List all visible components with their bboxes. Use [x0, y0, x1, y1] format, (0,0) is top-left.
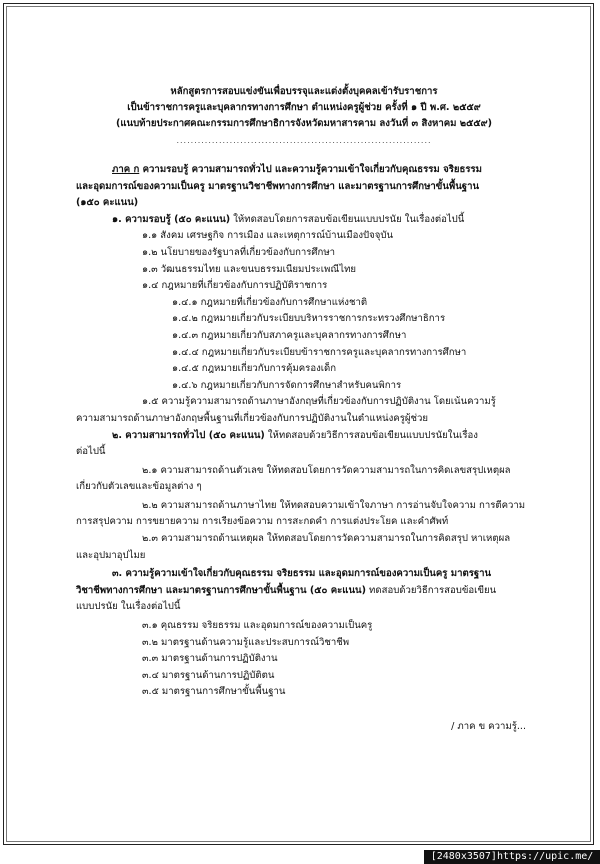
item-3-2: ๓.๒ มาตรฐานด้านความรู้และประสบการณ์วิชาชีพ [142, 636, 350, 648]
item-3-3: ๓.๓ มาตรฐานด้านการปฏิบัติงาน [142, 653, 278, 665]
item-1-4-1: ๑.๔.๑ กฎหมายที่เกี่ยวข้องกับการศึกษาแห่งชาติ [172, 296, 368, 308]
section-2-desc-line-2: ต่อไปนี้ [76, 446, 106, 458]
section-3-desc: ทดสอบด้วยวิธีการสอบข้อเขียน [366, 584, 497, 596]
section-3-title-2: วิชาชีพทางการศึกษา และมาตรฐานการศึกษาขั้นพื้นฐาน (๕๐ คะแนน) [76, 584, 366, 596]
section-1-title: ๑. ความรอบรู้ (๕๐ คะแนน) [112, 213, 231, 225]
part-title-1: ความรอบรู้ ความสามารถทั่วไป และความรู้ความเข้าใจเกี่ยวกับคุณธรรม จริยธรรม [139, 164, 482, 175]
item-2-3-line-1: ๒.๓ ความสามารถด้านเหตุผล ให้ทดสอบโดยการวัดความสามารถในการคิดสรุป หาเหตุผล [142, 533, 511, 545]
title-line-3: (แนบท้ายประกาศคณะกรรมการศึกษาธิการจังหวัดมหาสารคาม ลงวันที่ ๓ สิงหาคม ๒๕๕๙) [115, 118, 493, 129]
section-1-desc: ให้ทดสอบโดยการสอบข้อเขียนแบบปรนัย ในเรื่องต่อไปนี้ [230, 213, 465, 225]
continued-note: / ภาค ข ความรู้... [451, 721, 526, 732]
part-heading-line-3: (๑๕๐ คะแนน) [76, 197, 139, 209]
part-heading-line-2: และอุดมการณ์ของความเป็นครู มาตรฐานวิชาชีพทางการศึกษา และมาตรฐานการศึกษาขั้นพื้นฐาน [76, 180, 480, 192]
item-2-2-line-1: ๒.๒ ความสามารถด้านภาษาไทย ให้ทดสอบความเข้าใจภาษา การอ่านจับใจความ การตีความ [142, 499, 526, 511]
document-body [76, 84, 532, 736]
title-line-2: เป็นข้าราชการครูและบุคลากรทางการศึกษา ตำแหน่งครูผู้ช่วย ครั้งที่ ๑ ปี พ.ศ. ๒๕๕๙ [127, 102, 481, 113]
item-3-4: ๓.๔ มาตรฐานด้านการปฏิบัติตน [142, 669, 275, 681]
item-3-1: ๓.๑ คุณธรรม จริยธรรม และอุดมการณ์ของความเป็นครู [142, 620, 373, 632]
item-2-3-line-2: และอุปมาอุปไมย [76, 549, 146, 561]
section-3-heading-line-1: ๓. ความรู้ความเข้าใจเกี่ยวกับคุณธรรม จริยธรรม และอุดมการณ์ของความเป็นครู มาตรฐาน [112, 568, 492, 580]
part-heading-line-1 [76, 162, 532, 179]
item-1-2: ๑.๒ นโยบายของรัฐบาลที่เกี่ยวข้องกับการศึกษา [142, 246, 336, 258]
item-3-5: ๓.๕ มาตรฐานการศึกษาขั้นพื้นฐาน [142, 686, 286, 698]
item-1-4-3: ๑.๔.๓ กฎหมายเกี่ยวกับสภาครูและบุคลากรทางการศึกษา [172, 329, 407, 341]
part-label: ภาค ก [112, 164, 140, 175]
section-2-title: ๒. ความสามารถทั่วไป (๕๐ คะแนน) [112, 429, 265, 441]
item-2-1-line-1: ๒.๑ ความสามารถด้านตัวเลข ให้ทดสอบโดยการวัดความสามารถในการคิดเลขสรุปเหตุผล [142, 464, 511, 476]
section-3-desc-line-3: แบบปรนัย ในเรื่องต่อไปนี้ [76, 601, 181, 613]
item-1-5-line-1: ๑.๕ ความรู้ความสามารถด้านภาษาอังกฤษที่เกี่ยวข้องกับการปฏิบัติงาน โดยเน้นความรู้ [142, 396, 496, 408]
item-1-4: ๑.๔ กฎหมายที่เกี่ยวข้องกับการปฏิบัติราชการ [142, 280, 328, 292]
item-1-4-5: ๑.๔.๕ กฎหมายเกี่ยวกับการคุ้มครองเด็ก [172, 363, 337, 375]
item-1-4-2: ๑.๔.๒ กฎหมายเกี่ยวกับระเบียบบริหารราชการกระทรวงศึกษาธิการ [172, 313, 446, 325]
section-1-heading [76, 212, 532, 229]
item-1-4-6: ๑.๔.๖ กฎหมายเกี่ยวกับการจัดการศึกษาสำหรับคนพิการ [172, 379, 402, 391]
section-2-heading [76, 428, 532, 445]
item-2-1-line-2: เกี่ยวกับตัวเลขและข้อมูลต่าง ๆ [76, 481, 202, 493]
item-2-2-line-2: การสรุปความ การขยายความ การเรียงข้อความ การสะกดคำ การแต่งประโยค และคำศัพท์ [76, 516, 449, 528]
dotted-separator: ........................................................................ [176, 136, 432, 145]
title-line-1: หลักสูตรการสอบแข่งขันเพื่อบรรจุและแต่งตั้งบุคคลเข้ารับราชการ [170, 86, 438, 97]
item-1-1: ๑.๑ สังคม เศรษฐกิจ การเมือง และเหตุการณ์บ้านเมืองปัจจุบัน [142, 230, 394, 242]
item-1-5-line-2: ความสามารถด้านภาษาอังกฤษพื้นฐานที่เกี่ยวข้องกับการปฏิบัติงานในตำแหน่งครูผู้ช่วย [76, 412, 429, 424]
section-2-desc: ให้ทดสอบด้วยวิธีการสอบข้อเขียนแบบปรนัยในเรื่อง [264, 429, 478, 441]
item-1-3: ๑.๓ วัฒนธรรมไทย และขนบธรรมเนียมประเพณีไทย [142, 263, 357, 275]
image-source-stamp: [2480x3507]https://upic.me/ [424, 850, 600, 864]
section-3-heading-line-2 [76, 583, 532, 600]
item-1-4-4: ๑.๔.๔ กฎหมายเกี่ยวกับระเบียบข้าราชการครูและบุคลากรทางการศึกษา [172, 346, 467, 358]
